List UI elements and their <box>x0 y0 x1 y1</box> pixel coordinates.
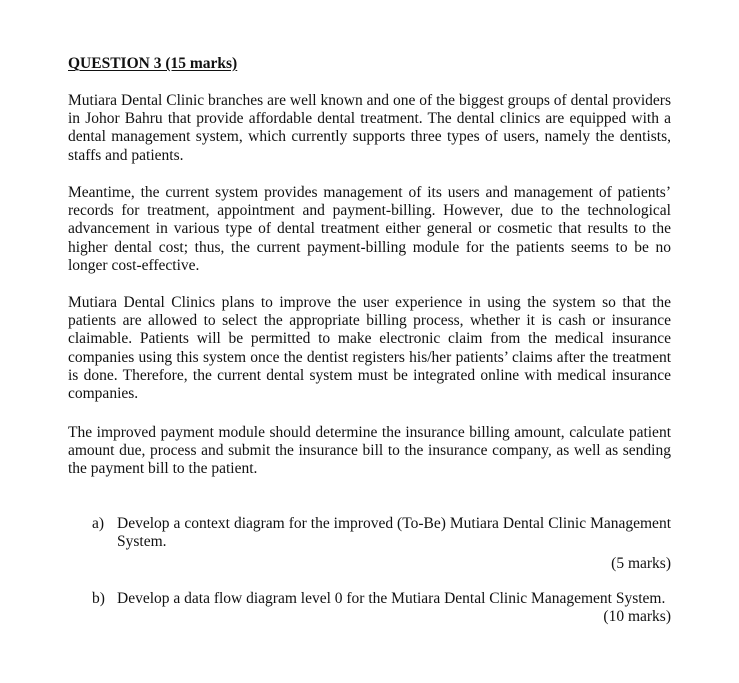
task-a <box>92 515 671 551</box>
paragraph-4: The improved payment module should determine the insurance billing amount, calculate patient amount due, process and submit the insurance bill to the insurance company, as well as sending the payment bill to the patient. <box>68 424 671 478</box>
question-heading: QUESTION 3 (15 marks) <box>68 55 238 72</box>
task-b-marks: (10 marks) <box>603 608 671 625</box>
task-b <box>92 590 671 608</box>
task-a-letter: a) <box>92 515 105 532</box>
task-b-text: Develop a data flow diagram level 0 for the Mutiara Dental Clinic Management System. <box>117 590 666 607</box>
task-b-letter: b) <box>92 590 105 607</box>
task-a-text: Develop a context diagram for the improved (To-Be) Mutiara Dental Clinic Management System. <box>117 515 671 551</box>
paragraph-2: Meantime, the current system provides management of its users and management of patients’ records for treatment, appointment and payment-billing. However, due to the technological advancement in various type of dental treatment either general or cosmetic that results to the higher dental cost; thus, the current payment-billing module for the patients seems to be no longer cost-effective. <box>68 184 671 274</box>
task-a-marks: (5 marks) <box>611 555 671 572</box>
paragraph-1: Mutiara Dental Clinic branches are well known and one of the biggest groups of dental providers in Johor Bahru that provide affordable dental treatment. The dental clinics are equipped with a dental management system, which currently supports three types of users, namely the dentists, staffs and patients. <box>68 92 671 164</box>
paragraph-3: Mutiara Dental Clinics plans to improve the user experience in using the system so that the patients are allowed to select the appropriate billing process, whether it is cash or insurance claimable. Patients will be permitted to make electronic claim from the medical insurance companies using this system once the dentist registers his/her patients’ claims after the treatment is done. Therefore, the current dental system must be integrated online with medical insurance companies. <box>68 294 671 403</box>
